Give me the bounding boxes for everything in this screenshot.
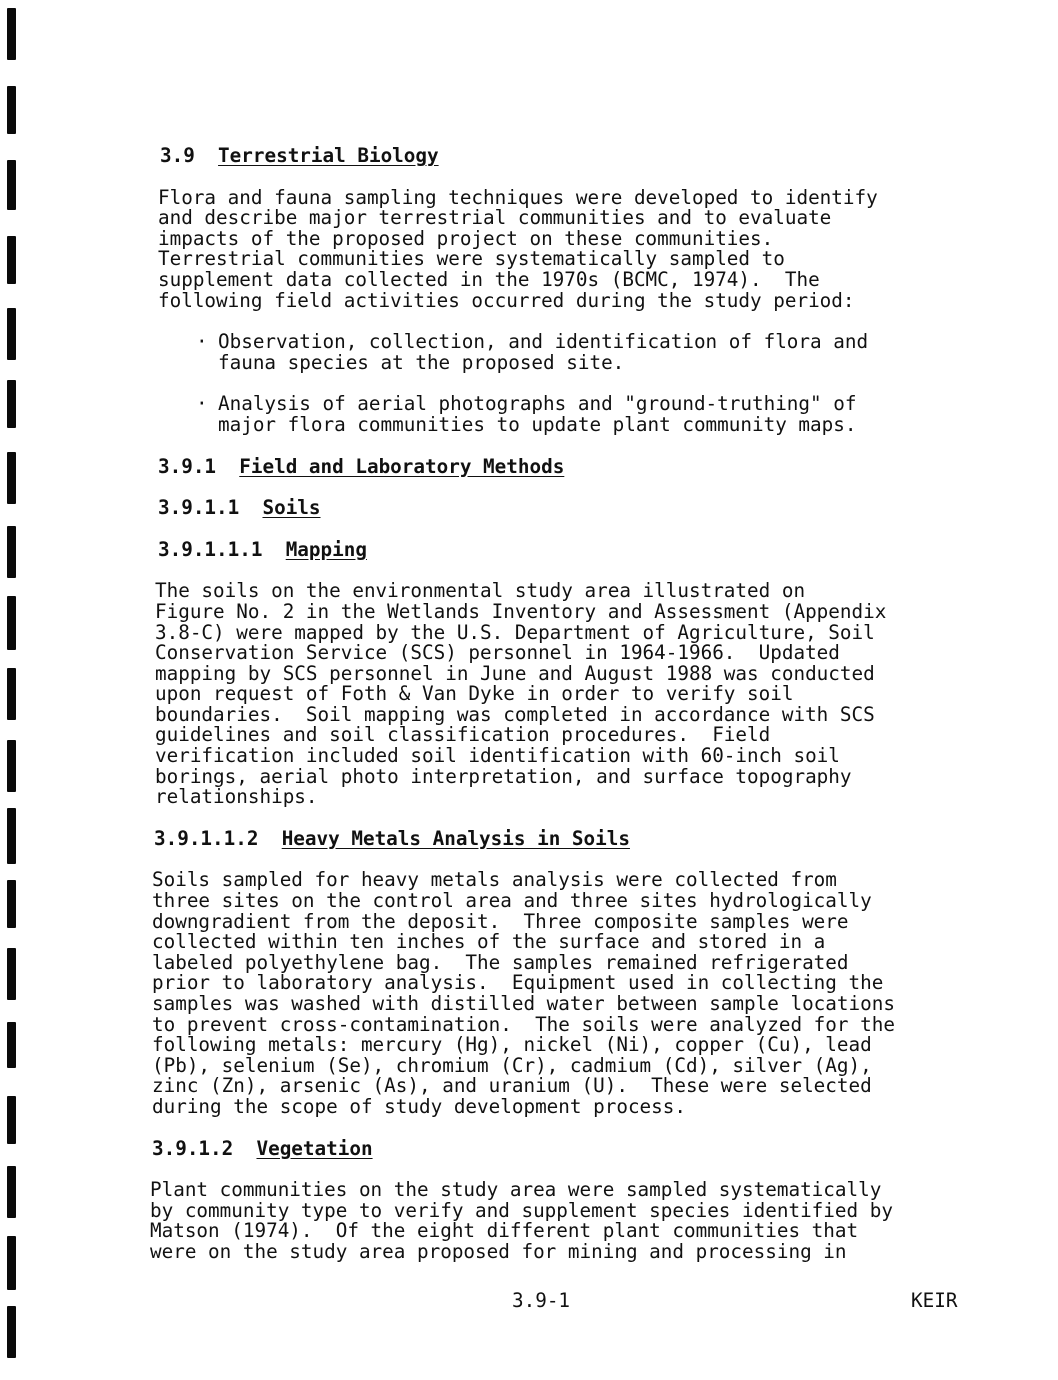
binder-mark	[7, 880, 16, 928]
field-activities-list	[152, 332, 982, 435]
binder-mark	[7, 1096, 16, 1144]
vegetation-paragraph: Plant communities on the study area were sampled systematically by community type to verify and supplement species identified by Matson (1974). Of the eight different plant communities that were on the study area proposed for mining and processing in	[150, 1178, 893, 1263]
subsection-heading	[158, 498, 982, 519]
subsection-title: Field and Laboratory Methods	[239, 454, 565, 478]
subsection-heading	[158, 537, 982, 561]
document-page	[152, 146, 982, 1284]
binder-mark	[7, 1166, 16, 1218]
page-number: 3.9-1	[512, 1289, 571, 1312]
binder-mark	[7, 1306, 16, 1358]
subsection-heading	[154, 826, 982, 850]
section-heading	[160, 146, 982, 167]
subsection-title: Vegetation	[256, 1136, 373, 1160]
subsection-number: 3.9.1.1.1	[158, 537, 263, 561]
binder-mark	[7, 526, 16, 578]
section-title: Terrestrial Biology	[218, 144, 439, 167]
list-item	[152, 394, 982, 435]
binder-mark	[7, 8, 16, 60]
section-number: 3.9	[160, 144, 195, 167]
bullet-glyph: ·	[196, 330, 208, 354]
document-id: KEIR	[911, 1289, 958, 1312]
binder-mark	[7, 948, 16, 1000]
binder-mark	[7, 808, 16, 864]
binder-mark	[7, 236, 16, 284]
binder-edge-marks	[0, 0, 40, 1380]
subsection-title: Heavy Metals Analysis in Soils	[281, 826, 630, 850]
subsection-number: 3.9.1	[158, 454, 217, 478]
list-item-text: Observation, collection, and identification of flora and fauna species at the proposed site.	[218, 330, 869, 374]
subsection-heading	[152, 1136, 982, 1160]
list-item	[152, 332, 982, 373]
binder-mark	[7, 308, 16, 360]
binder-mark	[7, 1236, 16, 1290]
bullet-glyph: ·	[196, 392, 208, 416]
heavy-metals-paragraph: Soils sampled for heavy metals analysis were collected from three sites on the control area and three sites hydrologically downgradient from the deposit. Three composite samples were collected within ten inches of the surface and stored in a labeled polyethylene bag. The samples remained refrigerated prior to laboratory analysis. Equipment used in collecting the samples was washed with distilled water between sample locations to prevent cross-contamination. The soils were analyzed for the following metals: mercury (Hg), nickel (Ni), copper (Cu), lead (Pb), selenium (Se), chromium (Cr), cadmium (Cd), silver (Ag), zinc (Zn), arsenic (As), and uranium (U). These were selected during the scope of study development process.	[152, 868, 895, 1118]
binder-mark	[7, 668, 16, 720]
subsection-number: 3.9.1.1	[158, 496, 240, 520]
subsection-number: 3.9.1.1.2	[154, 826, 259, 850]
subsection-title: Soils	[262, 496, 321, 520]
binder-mark	[7, 1022, 16, 1068]
mapping-paragraph: The soils on the environmental study area illustrated on Figure No. 2 in the Wetlands Inventory and Assessment (Appendix 3.8-C) were mapped by the U.S. Department of Agriculture, Soil Conservation Service (SCS) personnel in 1964-1966. Updated mapping by SCS personnel in June and August 1988 was conducted upon request of Foth & Van Dyke in order to verify soil boundaries. Soil mapping was completed in accordance with SCS guidelines and soil classification procedures. Field verification included soil identification with 60-inch soil borings, aerial photo interpretation, and surface topography relationships.	[155, 579, 887, 809]
binder-mark	[7, 160, 16, 210]
binder-mark	[7, 380, 16, 428]
list-item-text: Analysis of aerial photographs and "ground-truthing" of major flora communities to update plant community maps.	[218, 392, 857, 436]
subsection-heading	[158, 454, 982, 478]
binder-mark	[7, 452, 16, 504]
subsection-title: Mapping	[285, 537, 367, 561]
binder-mark	[7, 740, 16, 792]
subsection-number: 3.9.1.2	[152, 1136, 234, 1160]
binder-mark	[7, 596, 16, 650]
section-intro-paragraph: Flora and fauna sampling techniques were developed to identify and describe major terrestrial communities and to evaluate impacts of the proposed project on these communities. Terrestrial communities were systematically sampled to supplement data collected in the 1970s (BCMC, 1974). The following field activities occurred during the study period:	[158, 185, 878, 312]
binder-mark	[7, 86, 16, 134]
